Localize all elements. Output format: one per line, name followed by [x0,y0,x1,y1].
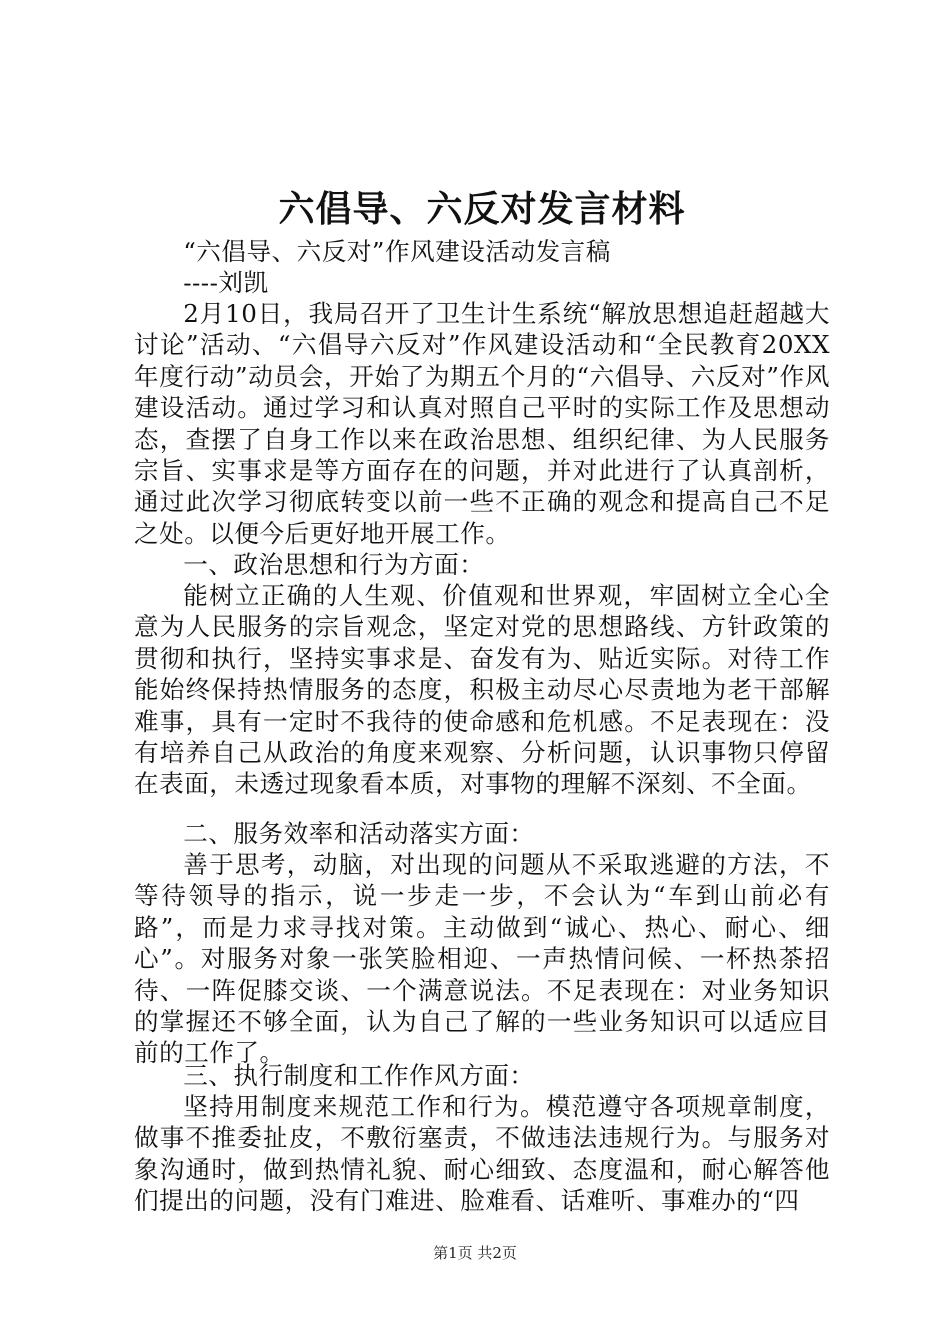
document-title: 六倡导、六反对发言材料 [278,188,686,230]
document-page [134,0,830,1344]
paragraph-section-3: 坚持用制度来规范工作和行为。模范遵守各项规章制度，做事不推委扯皮，不敷衍塞责，不做违法违规行为。与服务对象沟通时，做到热情礼貌、耐心细致、态度温和，耐心解答他们提出的问题，没有门难进、脸难看、话难听、事难办的“四 [134,1092,830,1216]
document-subtitle: “六倡导、六反对”作风建设活动发言稿 [183,237,611,266]
paragraph-intro: 2月10日，我局召开了卫生计生系统“解放思想追赶超越大讨论”活动、“六倡导六反对”作风建设活动和“全民教育20XX年度行动”动员会，开始了为期五个月的“六倡导、六反对”作风建设活动。通过学习和认真对照自己平时的实际工作及思想动态，查摆了自身工作以来在政治思想、组织纪律、为人民服务宗旨、实事求是等方面存在的问题，并对此进行了认真剖析，通过此次学习彻底转变以前一些不正确的观念和提高自己不足之处。以便今后更好地开展工作。 [134,299,830,548]
page-footer: 第1页 共2页 [433,1244,517,1262]
paragraph-section-2: 善于思考，动脑，对出现的问题从不采取逃避的方法，不等待领导的指示，说一步走一步，不会认为“车到山前必有路”，而是力求寻找对策。主动做到“诚心、热心、耐心、细心”。对服务对象一张笑脸相迎、一声热情问候、一杯热茶招待、一阵促膝交谈、一个满意说法。不足表现在：对业务知识的掌握还不够全面，认为自己了解的一些业务知识可以适应目前的工作了。 [134,850,830,1068]
section-heading-1: 一、政治思想和行为方面： [183,550,485,579]
section-heading-3: 三、执行制度和工作作风方面： [183,1061,535,1090]
paragraph-section-1: 能树立正确的人生观、价值观和世界观，牢固树立全心全意为人民服务的宗旨观念，坚定对党的思想路线、方针政策的贯彻和执行，坚持实事求是、奋发有为、贴近实际。对待工作能始终保持热情服务的态度，积极主动尽心尽责地为老干部解难事，具有一定时不我待的使命感和危机感。不足表现在：没有培养自己从政治的角度来观察、分析问题，认识事物只停留在表面，未透过现象看本质，对事物的理解不深刻、不全面。 [134,581,830,799]
document-author: ----刘凯 [183,268,269,297]
section-heading-2: 二、服务效率和活动落实方面： [183,819,535,848]
